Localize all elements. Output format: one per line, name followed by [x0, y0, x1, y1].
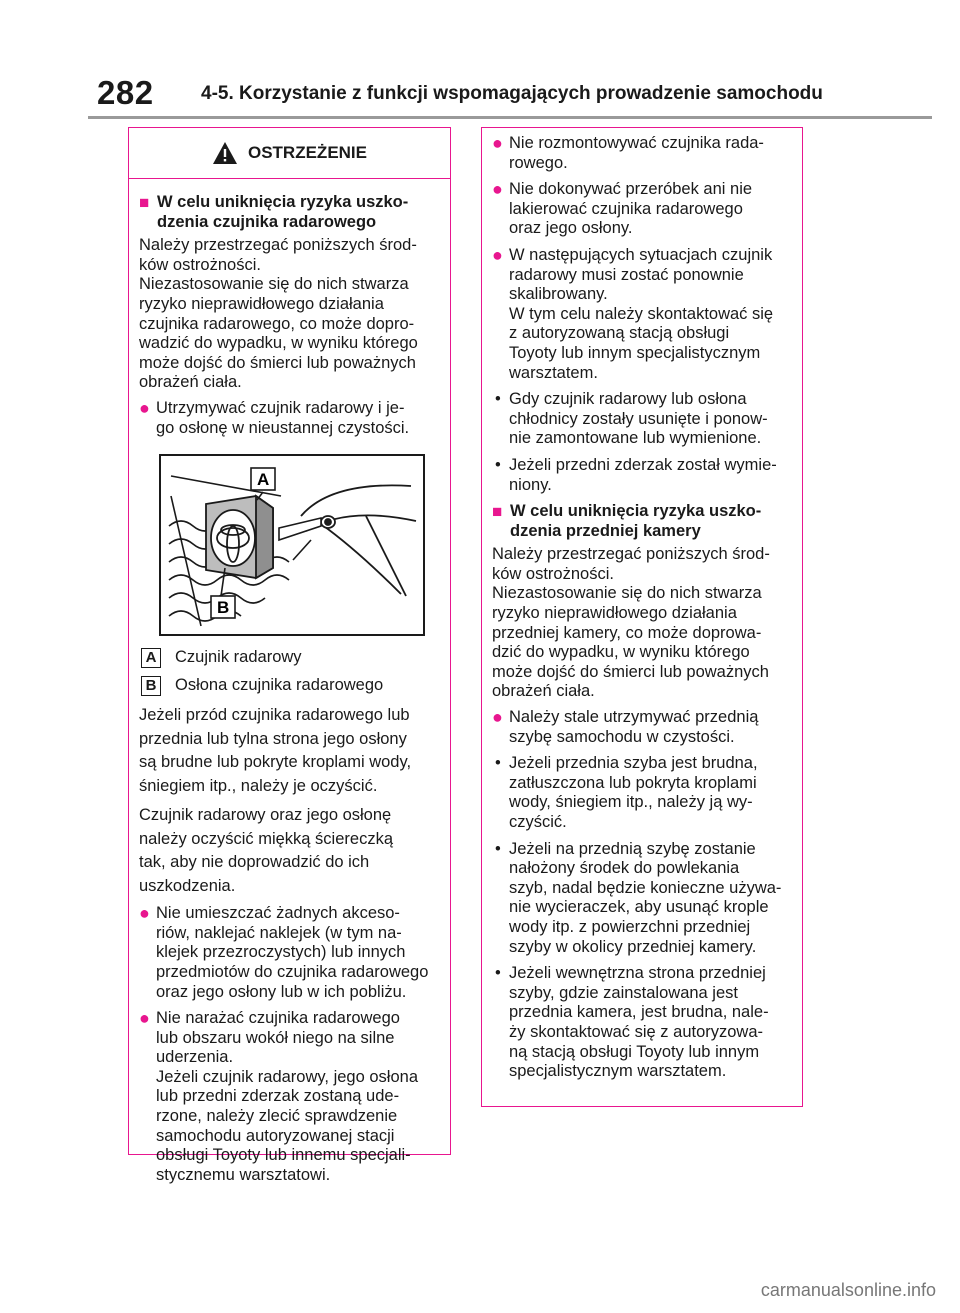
callout-badge-b: B	[141, 676, 161, 696]
pink-dot-icon: ●	[139, 1008, 150, 1029]
list-item: • Gdy czujnik radarowy lub osłona chłodnicy zostały usunięte i ponow- nie zamontowane lub wymienione.	[495, 390, 768, 448]
pink-square-icon: ■	[492, 502, 503, 522]
warning-box-left	[128, 127, 451, 1184]
paragraph-cleaning: Czujnik radarowy oraz jego osłonę należy oczyścić miękką ściereczką tak, aby nie doprowadzić do ich uszkodzenia.	[139, 806, 393, 895]
pink-square-icon: ■	[139, 193, 150, 212]
section-title: 4-5. Korzystanie z funkcji wspomagających prowadzenie samochodu	[201, 83, 823, 104]
intro-paragraph: Należy przestrzegać poniższych środ- ków ostrożności. Niezastosowanie się do nich stwarza ryzyko nieprawidłowego działania czujnika radarowego, co może dopro- wadzić do wypadku, w wyniku którego może dojść do śmierci lub poważnych obrażeń ciała.	[139, 236, 418, 392]
list-item: ● Utrzymywać czujnik radarowy i je- go osłonę w nieustannej czystości.	[139, 397, 410, 437]
radar-sensor-drawing	[161, 456, 423, 634]
page-number: 282	[97, 74, 154, 111]
callout-radar-sensor: A Czujnik radarowy	[141, 648, 442, 668]
figure-label-a: A	[257, 470, 270, 490]
pink-dot-icon: ●	[139, 397, 150, 418]
list-item: ● Należy stale utrzymywać przednią szybę samochodu w czystości.	[492, 707, 759, 746]
pink-dot-icon: ●	[492, 707, 503, 728]
list-item: ● W następujących sytuacjach czujnik radarowy musi zostać ponownie skalibrowany. W tym celu należy skontaktować się z autoryzowaną stacją obsługi Toyoty lub innym specjalistycznym warsztatem.	[492, 244, 774, 382]
list-item: ● Nie dokonywać przeróbek ani nie lakierować czujnika radarowego oraz jego osłony.	[492, 179, 753, 238]
warning-triangle-icon	[212, 141, 238, 165]
callout-badge-a: A	[141, 648, 161, 668]
intro-paragraph: Należy przestrzegać poniższych środ- ków ostrożności. Niezastosowanie się do nich stwarza ryzyko nieprawidłowego działania przedniej kamery, co może doprowa- dzić do wypadku, w wyniku którego może dojść do śmierci lub poważnych obrażeń ciała.	[492, 545, 770, 701]
page-header	[0, 0, 960, 118]
heading-radar-damage: ■ W celu uniknięcia ryzyka uszko- dzenia czujnika radarowego	[139, 193, 409, 231]
list-item: • Jeżeli wewnętrzna strona przedniej szyby, gdzie zainstalowana jest przednia kamera, jest brudna, nale- ży skontaktować się z autoryzowa- ną stacją obsługi Toyoty lub innym specjalistycznym warsztatem.	[495, 964, 769, 1081]
list-item: ● Nie narażać czujnika radarowego lub obszaru wokół niego na silne uderzenia. Jeżeli czujnik radarowy, jego osłona lub przedni zderzak zostaną ude- rzone, należy zlecić sprawdzenie samochodu autoryzowanej stacji obsługi Toyoty lub innemu specjali- stycznemu warsztatowi.	[139, 1008, 418, 1184]
list-item: • Jeżeli na przednią szybę zostanie nałożony środek do powlekania szyb, nadal będzie konieczne używa- nie wycieraczek, aby usunąć krople wody itp. z powierzchni przedniej szyby w okolicy przedniej kamery.	[495, 839, 782, 956]
watermark: carmanualsonline.info	[760, 1280, 936, 1300]
pink-dot-icon: ●	[492, 179, 503, 200]
list-item: • Jeżeli przedni zderzak został wymie- niony.	[495, 455, 777, 494]
list-item: • Jeżeli przednia szyba jest brudna, zatłuszczona lub pokryta kroplami wody, śniegiem itp., należy ją wy- czyścić.	[495, 754, 758, 831]
list-item: ● Nie umieszczać żadnych akceso- riów, naklejać naklejek (w tym na- klejek przezroczystych) lub innych przedmiotów do czujnika radarowego oraz jego osłony lub w ich pobliżu.	[139, 903, 429, 1001]
radar-sensor-illustration	[159, 454, 425, 636]
pink-dot-icon: ●	[139, 903, 150, 924]
pink-dot-icon: ●	[492, 244, 503, 265]
header-divider	[88, 116, 932, 119]
heading-camera-damage: ■ W celu uniknięcia ryzyka uszko- dzenia przedniej kamery	[492, 502, 762, 540]
list-item: ● Nie rozmontowywać czujnika rada- rowego.	[492, 133, 764, 172]
warning-header	[129, 128, 450, 179]
callout-radar-cover: B Osłona czujnika radarowego	[141, 676, 442, 696]
pink-dot-icon: ●	[492, 133, 503, 153]
warning-title: OSTRZEŻENIE	[247, 143, 367, 162]
figure-label-b: B	[217, 598, 230, 618]
paragraph-dirty-sensor: Jeżeli przód czujnika radarowego lub przednia lub tylna strona jego osłony są brudne lub pokryte kroplami wody, śniegiem itp., należy je oczyścić.	[139, 706, 412, 795]
warning-box-right	[481, 127, 803, 1107]
